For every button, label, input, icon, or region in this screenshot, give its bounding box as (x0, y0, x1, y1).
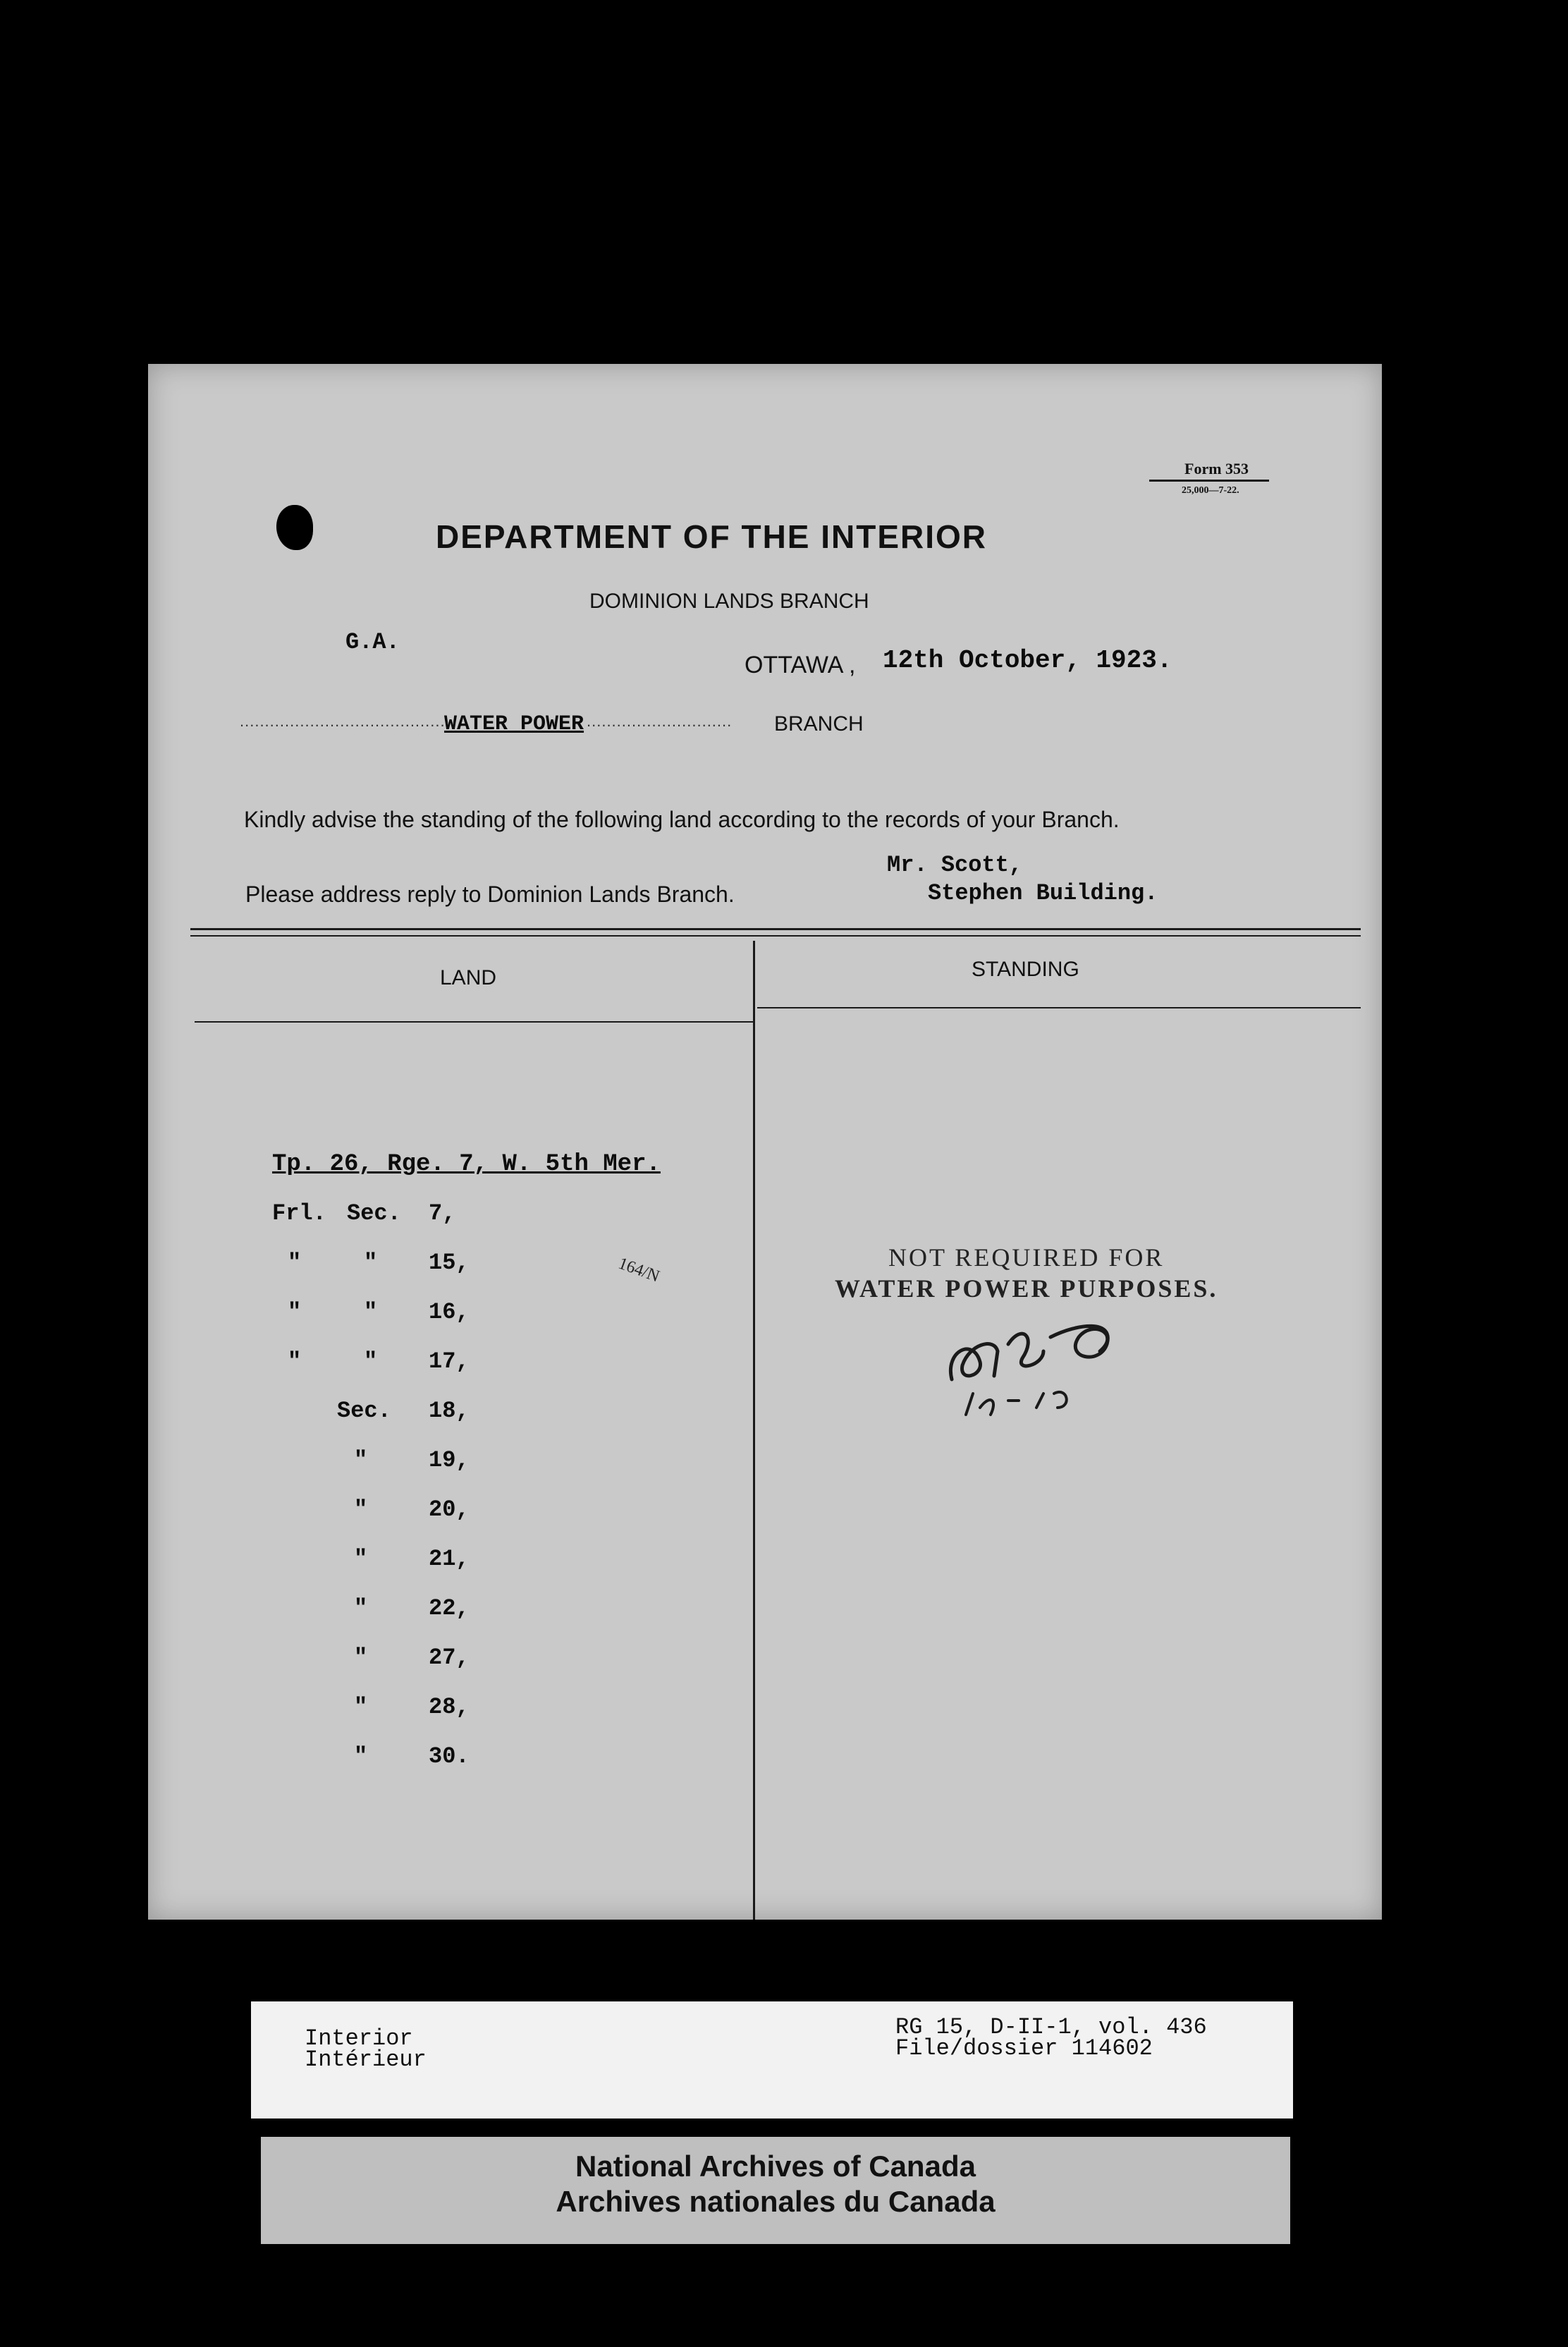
form-print-code: 25,000—7-22. (1182, 485, 1239, 496)
request-text: Kindly advise the standing of the following land according to the records of your Branch. (244, 807, 1120, 832)
land-row-section-label: " (354, 1645, 368, 1671)
national-archives-stamp (261, 2137, 1290, 2244)
land-row-section-label: " (354, 1595, 368, 1621)
land-row-section-label: " (354, 1743, 368, 1769)
land-row-section-label: Sec. (347, 1200, 401, 1226)
standing-header-rule (757, 1007, 1361, 1008)
land-row-section-label: " (354, 1546, 368, 1572)
branch-suffix: BRANCH (774, 712, 864, 736)
archive-reference: RG 15, D-II-1, vol. 436 (895, 2014, 1207, 2040)
table-top-rule (190, 928, 1361, 930)
archive-reference-label (251, 2001, 1293, 2119)
table-top-rule-2 (190, 935, 1361, 937)
archives-line-en: National Archives of Canada (575, 2150, 976, 2183)
land-row-section-label: " (364, 1250, 378, 1276)
reply-instruction: Please address reply to Dominion Lands Branch. (245, 882, 735, 907)
land-row-section-number: 17, (429, 1348, 470, 1374)
reply-name: Mr. Scott, (887, 852, 1023, 878)
land-row-section-number: 28, (429, 1694, 470, 1720)
land-row-section-number: 30. (429, 1743, 470, 1769)
standing-stamp-line1: NOT REQUIRED FOR (888, 1243, 1165, 1272)
handwritten-initials-signature (931, 1295, 1142, 1429)
reply-building: Stephen Building. (928, 880, 1158, 906)
place-label: OTTAWA , (745, 652, 856, 678)
land-row-section-label: Sec. (337, 1398, 391, 1424)
land-row-section-number: 15, (429, 1250, 470, 1276)
document-paper (148, 364, 1382, 1920)
file-initials: G.A. (345, 629, 400, 655)
letter-date: 12th October, 1923. (883, 646, 1172, 675)
land-row-section-label: " (354, 1447, 368, 1473)
land-row-prefix: " (288, 1348, 302, 1374)
branch-title: DOMINION LANDS BRANCH (589, 590, 869, 613)
punch-hole (276, 505, 313, 550)
land-row-prefix: " (288, 1250, 302, 1276)
table-column-divider (753, 941, 755, 1920)
land-row-prefix: Frl. (272, 1200, 326, 1226)
land-row-section-label: " (364, 1299, 378, 1325)
dots-right: ............................. (587, 712, 733, 730)
land-row-section-number: 16, (429, 1299, 470, 1325)
land-row-section-label: " (354, 1694, 368, 1720)
land-header-rule (195, 1021, 753, 1023)
land-row-section-label: " (364, 1348, 378, 1374)
land-row-section-number: 20, (429, 1496, 470, 1523)
land-row-section-number: 21, (429, 1546, 470, 1572)
land-row-section-label: " (354, 1496, 368, 1523)
column-land-header: LAND (440, 966, 497, 989)
archive-file: File/dossier 114602 (895, 2035, 1153, 2061)
form-number-rule (1149, 480, 1269, 482)
dots-left: ........................................... (240, 712, 455, 730)
township-description: Tp. 26, Rge. 7, W. 5th Mer. (272, 1151, 661, 1178)
column-standing-header: STANDING (972, 958, 1079, 981)
department-title: DEPARTMENT OF THE INTERIOR (436, 518, 988, 555)
land-row-section-number: 18, (429, 1398, 470, 1424)
dept-fr: Intérieur (305, 2047, 427, 2073)
land-row-section-number: 27, (429, 1645, 470, 1671)
land-row-section-number: 19, (429, 1447, 470, 1473)
margin-note: 164/N (615, 1254, 662, 1286)
land-row-section-number: 22, (429, 1595, 470, 1621)
addressee-branch: WATER POWER (444, 712, 584, 736)
land-row-section-number: 7, (429, 1200, 456, 1226)
land-row-prefix: " (288, 1299, 302, 1325)
form-number: Form 353 (1184, 460, 1249, 477)
standing-stamp-line2: WATER POWER PURPOSES. (835, 1274, 1218, 1303)
dept-en: Interior (305, 2025, 413, 2052)
archives-line-fr: Archives nationales du Canada (556, 2185, 996, 2218)
